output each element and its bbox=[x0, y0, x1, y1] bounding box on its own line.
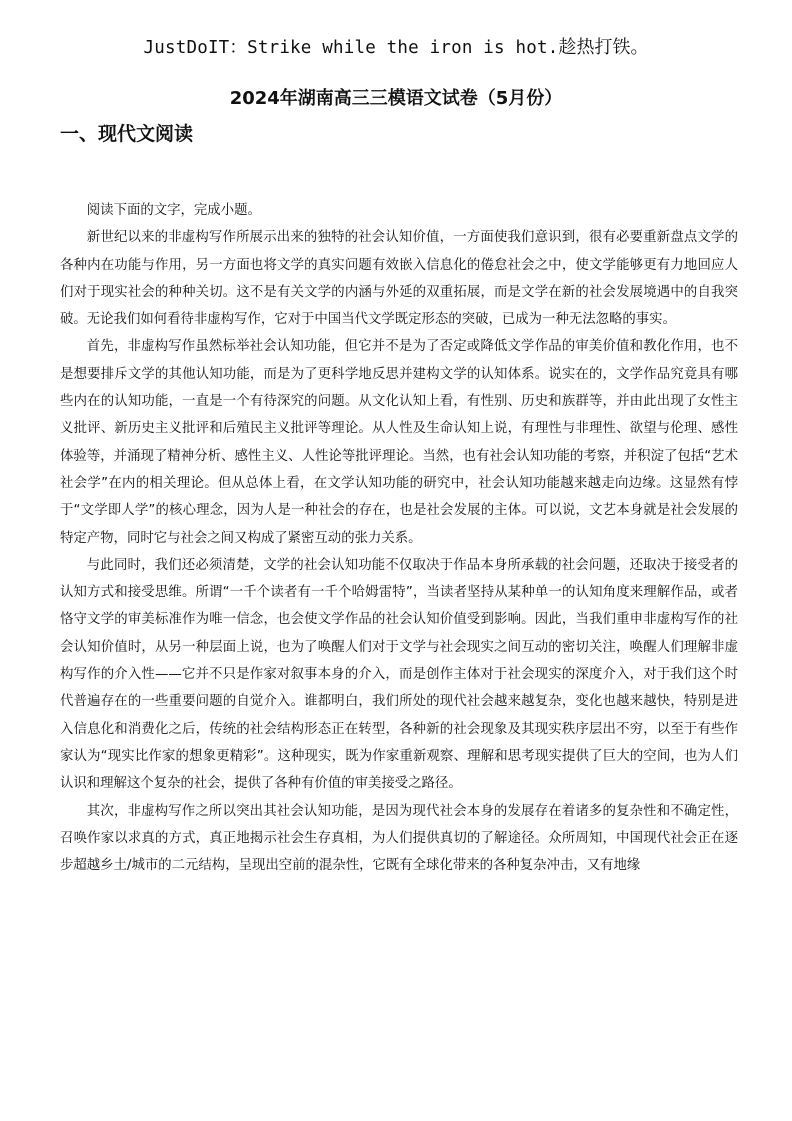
section-heading: 一、现代文阅读 bbox=[60, 123, 194, 145]
page-header-motto bbox=[0, 36, 792, 60]
instruction-paragraph: 阅读下面的文字，完成小题。 bbox=[86, 203, 261, 218]
passage-paragraph-1: 新世纪以来的非虚构写作所展示出来的独特的社会认知价值，一方面使我们意识到，很有必要重新盘点文学的各种内在功能与作用，另一方面也将文学的真实问题有效嵌入信息化的倦怠社会之中，使文学能够更有力地回应人们对于现实社会的种种关切。这不是有关文学的内涵与外延的双重拓展，而是文学在新的社会发展境遇中的自我突破。无论我们如何看待非虚构写作，它对于中国当代文学既定形态的突破，已成为一种无法忽略的事实。 bbox=[60, 230, 738, 328]
document-title: 2024年湖南高三三模语文试卷（5月份） bbox=[229, 88, 563, 109]
reading-passage bbox=[60, 197, 738, 879]
motto-english: JustDoIT：Strike while the iron is hot. bbox=[143, 38, 559, 58]
passage-paragraph-3: 与此同时，我们还必须清楚，文学的社会认知功能不仅取决于作品本身所承载的社会问题，还取决于接受者的认知方式和接受思维。所谓“一千个读者有一千个哈姆雷特”，当读者坚持从某种单一的认知角度来理解作品，或者恪守文学的审美标准作为唯一信念，也会使文学作品的社会认知价值受到影响。因此，当我们重申非虚构写作的社会认知价值时，从另一种层面上说，也为了唤醒人们对于文学与社会现实之间互动的密切关注，唤醒人们理解非虚构写作的介入性——它并不只是作家对叙事本身的介入，而是创作主体对于社会现实的深度介入，对于我们这个时代普遍存在的一些重要问题的自觉介入。谁都明白，我们所处的现代社会越来越复杂，变化也越来越快，特别是进入信息化和消费化之后，传统的社会结构形态正在转型，各种新的社会现象及其现实秩序层出不穷，以至于有些作家认为“现实比作家的想象更精彩”。这种现实，既为作家重新观察、理解和思考现实提供了巨大的空间，也为人们认识和理解这个复杂的社会，提供了各种有价值的审美接受之路径。 bbox=[60, 557, 738, 792]
passage-paragraph-4: 其次，非虚构写作之所以突出其社会认知功能，是因为现代社会本身的发展存在着诸多的复杂性和不确定性，召唤作家以求真的方式，真正地揭示社会生存真相，为人们提供真切的了解途径。众所周知，中国现代社会正在逐步超越乡土/城市的二元结构，呈现出空前的混杂性，它既有全球化带来的各种复杂冲击，又有地缘 bbox=[60, 803, 738, 874]
passage-paragraph-2: 首先，非虚构写作虽然标举社会认知功能，但它并不是为了否定或降低文学作品的审美价值和教化作用，也不是想要排斥文学的其他认知功能，而是为了更科学地反思并建构文学的认知体系。说实在的，文学作品究竟具有哪些内在的认知功能，一直是一个有待深究的问题。从文化认知上看，有性别、历史和族群等，并由此出现了女性主义批评、新历史主义批评和后殖民主义批评等理论。从人性及生命认知上说，有理性与非理性、欲望与伦理、感性体验等，并涌现了精神分析、感性主义、人性论等批评理论。当然，也有社会认知功能的考察，并积淀了包括“艺术社会学”在内的相关理论。但从总体上看，在文学认知功能的研究中，社会认知功能越来越走向边缘。这显然有悖于“文学即人学”的核心理念，因为人是一种社会的存在，也是社会发展的主体。可以说，文艺本身就是社会发展的特定产物，同时它与社会之间又构成了紧密互动的张力关系。 bbox=[60, 339, 738, 546]
motto-chinese: 趁热打铁。 bbox=[558, 37, 649, 58]
